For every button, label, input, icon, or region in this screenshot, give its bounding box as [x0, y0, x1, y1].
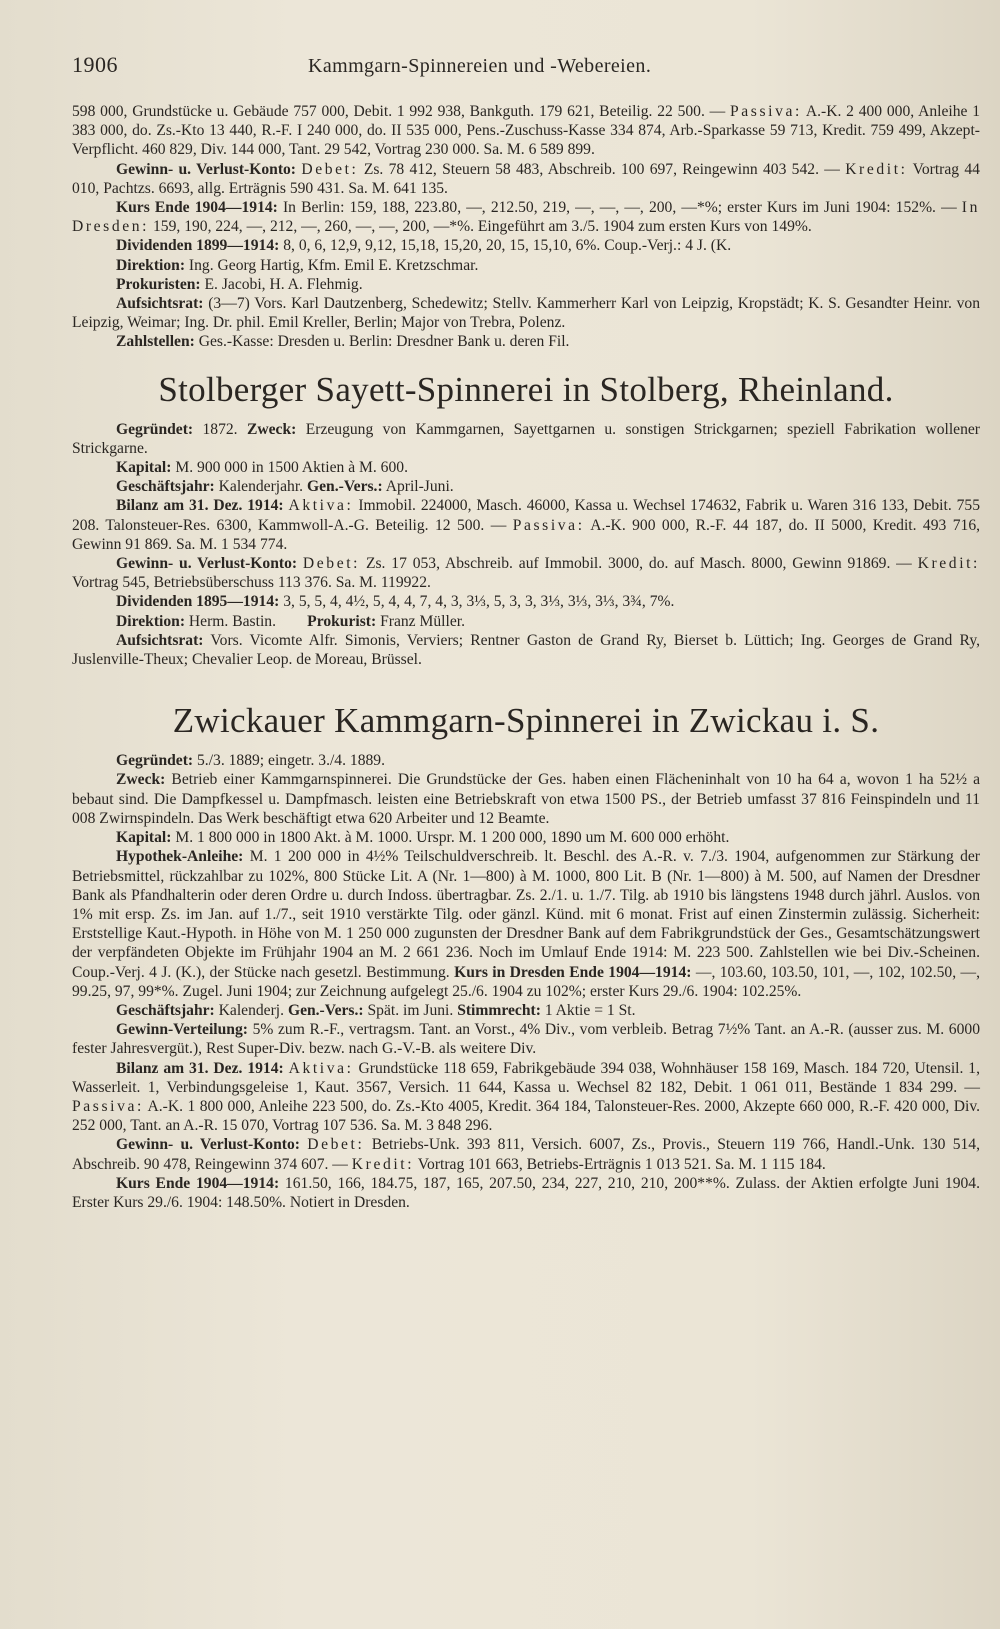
direktion-label: Direktion: — [116, 256, 186, 274]
prokurist-label: Prokurist: — [307, 612, 377, 630]
bilanz-paragraph — [72, 102, 980, 160]
kurs-paragraph — [72, 198, 980, 236]
hypothek-label: Hypothek-Anleihe: — [116, 848, 244, 866]
prokurist-text: Franz Müller. — [380, 612, 465, 630]
dividenden-label: Dividenden 1895—1914: — [116, 593, 280, 611]
aufsichtsrat-text: (3—7) Vors. Karl Dautzenberg, Schedewitz; Stellv. Kammerherr Karl von Leipzig, Kropstädt; K. S. Gesandter Heinr. von Leipzig, Weimar; Ing. Dr. phil. Emil Kreller, Berlin; Major von Trebra, Polenz. — [72, 295, 981, 332]
bilanz-paragraph — [72, 1059, 980, 1136]
gewinn-verteilung-label: Gewinn-Verteilung: — [116, 1021, 248, 1039]
bilanz-passiva-text: A.-K. 900 000, R.-F. 44 187, do. II 5000, Kredit. 493 716, Gewinn 91 869. Sa. M. 1 534 774. — [72, 516, 981, 553]
kredit-label: Kredit: — [351, 1155, 415, 1173]
aufsichtsrat-paragraph — [72, 631, 980, 669]
kurs-berlin-text: In Berlin: 159, 188, 223.80, —, 212.50, 219, —, —, —, 200, —*%; erster Kurs im Juni 1904: 152%. — — [282, 199, 957, 217]
geschaeftsjahr-paragraph — [72, 1001, 980, 1020]
kurs-ende-text: 161.50, 166, 184.75, 187, 165, 207.50, 234, 227, 210, 210, 200**%. Zulass. der Aktien erfolgte Juni 1904. Erster Kurs 29./6. 1904: 148.50%. Notiert in Dresden. — [72, 1174, 980, 1211]
kapital-paragraph — [72, 828, 980, 847]
debet-text: Zs. 17 053, Abschreib. auf Immobil. 3000, do. auf Masch. 8000, Gewinn 91869. — — [365, 555, 912, 573]
stimmrecht-label: Stimmrecht: — [457, 1001, 541, 1019]
aufsichtsrat-label: Aufsichtsrat: — [116, 295, 204, 313]
prokuristen-text: E. Jacobi, H. A. Flehmig. — [204, 275, 363, 293]
gegruendet-label: Gegründet: — [116, 752, 194, 770]
zweck-text: Betrieb einer Kammgarnspinnerei. Die Grundstücke der Ges. haben einen Flächeninhalt von 10 ha 64 a, wovon 1 ha 52½ a bebaut sind. Die Dampfkessel u. Dampfmasch. leisten eine Betriebskraft von etwa 1500 PS., der Betrieb umfasst 37 816 Feinspindeln und 11 008 Zwirnspindeln. Das Werk beschäftigt etwa 620 Arbeiter und 12 Beamte. — [72, 771, 980, 827]
stimmrecht-text: 1 Aktie = 1 St. — [544, 1001, 636, 1019]
hypothek-paragraph — [72, 847, 980, 1001]
debet-label: Debet: — [307, 1136, 365, 1154]
dividenden-paragraph — [72, 592, 980, 611]
bilanz-aktiva-text: Grundstücke 118 659, Fabrikgebäude 394 038, Wohnhäuser 158 169, Masch. 184 720, Utensil. 1, Wasserleit. 1, Verbindungsgeleise 1, Kaut. 3567, Versich. 11 644, Kassa u. Wechsel 82 182, Debit. 1 061 011, Bestände 1 834 299. — — [72, 1059, 980, 1096]
zweck-paragraph — [72, 770, 980, 828]
debet-label: Debet: — [302, 555, 361, 573]
bilanz-label: Bilanz am 31. Dez. 1914: — [116, 497, 284, 515]
passiva-label: Passiva: — [730, 103, 802, 120]
guv-label: Gewinn- u. Verlust-Konto: — [116, 555, 298, 573]
kapital-text: M. 900 000 in 1500 Aktien à M. 600. — [175, 459, 408, 477]
aufsichtsrat-text: Vors. Vicomte Alfr. Simonis, Verviers; Rentner Gaston de Grand Ry, Bierset b. Lüttich; Ing. Georges de Grand Ry, Juslenville-Theux; Chevalier Leop. de Moreau, Brüssel. — [72, 631, 981, 669]
bilanz-aktiva-text: 598 000, Grundstücke u. Gebäude 757 000, Debit. 1 992 938, Bankguth. 179 621, Beteilig. 22 500. — — [72, 103, 726, 120]
zahlstellen-text: Ges.-Kasse: Dresden u. Berlin: Dresdner Bank u. deren Fil. — [198, 333, 570, 351]
dividenden-text: 3, 5, 5, 4, 4½, 5, 4, 4, 7, 4, 3, 3⅓, 5, 3, 3, 3⅓, 3⅓, 3⅓, 3¾, 7%. — [283, 593, 675, 611]
gewinn-verteilung-text: 5% zum R.-F., vertragsm. Tant. an Vorst., 4% Div., vom verbleib. Betrag 7½% Tant. an A.-R. (ausser zus. M. 6000 fester Jahresvergüt.), Rest Super-Div. bezw. nach G.-V.-B. als weitere Div. — [72, 1021, 980, 1058]
guv-paragraph — [72, 1135, 980, 1173]
aufsichtsrat-paragraph — [72, 294, 980, 332]
geschaeftsjahr-text: Kalenderjahr. — [218, 478, 304, 496]
section-stolberger — [72, 368, 980, 670]
guv-paragraph — [72, 160, 980, 198]
geschaeftsjahr-label: Geschäftsjahr: — [116, 478, 215, 496]
kredit-text: Vortrag 101 663, Betriebs-Erträgnis 1 013 521. Sa. M. 1 115 184. — [417, 1155, 826, 1173]
gegruendet-text: 1872. — [202, 420, 238, 438]
kurs-dresden-label: In Dresden: — [72, 199, 980, 236]
kurs-dresden-text: 159, 190, 224, —, 212, —, 260, —, —, 200, —*%. Eingeführt am 3./5. 1904 zum ersten Kurs von 149%. — [153, 218, 812, 236]
kapital-text: M. 1 800 000 in 1800 Akt. à M. 1000. Urspr. M. 1 200 000, 1890 um M. 600 000 erhöht. — [175, 829, 730, 847]
company-title: Stolberger Sayett-Spinnerei in Stolberg, Rheinland. — [158, 369, 894, 409]
bilanz-paragraph — [72, 496, 980, 554]
gruendung-paragraph — [72, 420, 980, 458]
zahlstellen-paragraph — [72, 332, 980, 351]
kredit-label: Kredit: — [845, 160, 908, 178]
kredit-text: Vortrag 44 010, Pachtzs. 6693, allg. Erträgnis 590 431. Sa. M. 641 135. — [72, 160, 980, 197]
aktiva-label: Aktiva: — [288, 1059, 354, 1077]
gen-vers-label: Gen.-Vers.: — [307, 478, 383, 496]
section-previous-company — [72, 102, 980, 352]
dividenden-text: 8, 0, 6, 12,9, 9,12, 15,18, 15,20, 20, 15, 15,10, 6%. Coup.-Verj.: 4 J. (K. — [283, 237, 732, 255]
page-number: 1906 — [72, 52, 118, 77]
zahlstellen-label: Zahlstellen: — [116, 333, 195, 351]
kurs-label: Kurs Ende 1904—1914: — [116, 199, 278, 217]
kapital-label: Kapital: — [116, 829, 172, 847]
guv-label: Gewinn- u. Verlust-Konto: — [116, 160, 297, 178]
gen-vers-text: Spät. im Juni. — [367, 1001, 454, 1019]
direktion-label: Direktion: — [116, 612, 186, 630]
guv-label: Gewinn- u. Verlust-Konto: — [116, 1136, 300, 1154]
direktion-text: Herm. Bastin. — [188, 612, 276, 630]
zweck-label: Zweck: — [116, 771, 166, 789]
company-title: Zwickauer Kammgarn-Spinnerei in Zwickau i. S. — [172, 701, 880, 741]
gewinn-verteilung-paragraph — [72, 1020, 980, 1058]
kredit-text: Vortrag 545, Betriebsüberschuss 113 376. Sa. M. 119922. — [72, 574, 431, 592]
kapital-paragraph — [72, 458, 980, 477]
kurs-ende-label: Kurs Ende 1904—1914: — [116, 1174, 280, 1192]
kurs-text: —, 103.60, 103.50, 101, —, 102, 102.50, —, 99.25, 97, 99*%. Zugel. Juni 1904; zur Zeichnung aufgelegt 25./6. 1904 zu 102%; erster Kurs 29./6. 1904: 102.25%. — [72, 963, 981, 1000]
prokuristen-label: Prokuristen: — [116, 275, 201, 293]
debet-label: Debet: — [301, 160, 359, 178]
kurs-ende-paragraph — [72, 1174, 980, 1212]
prokuristen-paragraph — [72, 275, 980, 294]
guv-paragraph — [72, 554, 980, 592]
debet-text: Zs. 78 412, Steuern 58 483, Abschreib. 100 697, Reingewinn 403 542. — — [363, 160, 840, 178]
debet-text: Betriebs-Unk. 393 811, Versich. 6007, Zs., Provis., Steuern 119 766, Handl.-Unk. 130 514, Abschreib. 90 478, Reingewinn 374 607. — — [72, 1136, 981, 1173]
passiva-label: Passiva: — [72, 1097, 144, 1115]
running-head: Kammgarn-Spinnereien und -Webereien. — [308, 55, 652, 77]
gen-vers-label: Gen.-Vers.: — [287, 1001, 364, 1019]
dividenden-label: Dividenden 1899—1914: — [116, 237, 280, 255]
gen-vers-text: April-Juni. — [385, 478, 454, 496]
section-zwickauer — [72, 699, 980, 1212]
bilanz-passiva-text: A.-K. 1 800 000, Anleihe 223 500, do. Zs.-Kto 4005, Kredit. 364 184, Talonsteuer-Res. 2000, Akzepte 660 000, R.-F. 420 000, Div. 252 000, Tant. an A.-R. 15 070, Vortrag 107 536. Sa. M. 3 848 296. — [72, 1097, 981, 1135]
kredit-label: Kredit: — [917, 555, 980, 573]
direktion-paragraph — [72, 612, 980, 631]
aufsichtsrat-label: Aufsichtsrat: — [116, 631, 204, 649]
zweck-text: Erzeugung von Kammgarnen, Sayettgarnen u. sonstigen Strickgarnen; speziell Fabrikation wollener Strickgarne. — [72, 420, 980, 457]
passiva-label: Passiva: — [512, 516, 585, 534]
hypothek-text: M. 1 200 000 in 4½% Teilschuldverschreib. lt. Beschl. des A.-R. v. 7./3. 1904, aufgenommen zur Stärkung der Betriebsmittel, rückzahlbar zu 102%, 800 Stücke Lit. A (Nr. 1—800) à M. 1000, 800 Lit. B (Nr. 1—800) à M. 500, auf Namen der Dresdner Bank als Pfandhalterin oder deren Ordre u. durch Indoss. übertragbar. Zs. 2./1. u. 1./7. Tilg. ab 1910 bis längstens 1948 durch jährl. Auslos. von 1% mit ersp. Zs. im Jan. auf 1./7., seit 1910 verstärkte Tilg. oder gänzl. Künd. mit 6 monat. Frist auf einen Zinstermin zulässig. Sicherheit: Erststellige Kaut.-Hypoth. in Höhe von M. 1 250 000 zugunsten der Dresdner Bank auf dem Fabrikgrundstück der Ges., Gesamtschätzungswert der verpfändeten Objekte im Frühjahr 1904 an M. 2 661 236. Noch im Umlauf Ende 1914: M. 223 500. Zahlstellen wie bei Div.-Scheinen. Coup.-Verj. 4 J. (K.), der Stücke nach gesetzl. Bestimmung. — [72, 848, 980, 981]
geschaeftsjahr-text: Kalenderj. — [218, 1001, 285, 1019]
gegruendet-label: Gegründet: — [116, 420, 194, 438]
aktiva-label: Aktiva: — [288, 497, 354, 515]
kapital-label: Kapital: — [116, 459, 172, 477]
gegruendet-text: 5./3. 1889; eingetr. 3./4. 1889. — [197, 752, 385, 770]
kurs-label: Kurs in Dresden Ende 1904—1914: — [454, 963, 692, 981]
bilanz-passiva-text: A.-K. 2 400 000, Anleihe 1 383 000, do. Zs.-Kto 13 440, R.-F. I 240 000, do. II 535 000, Pens.-Zuschuss-Kasse 334 874, Arb.-Sparkasse 59 713, Kredit. 759 499, Akzept-Verpflicht. 460 829, Div. 144 000, Tant. 29 542, Vortrag 230 000. Sa. M. 6 589 899. — [72, 103, 980, 159]
geschaeftsjahr-label: Geschäftsjahr: — [116, 1001, 215, 1019]
direktion-text: Ing. Georg Hartig, Kfm. Emil E. Kretzschmar. — [188, 256, 479, 274]
dividenden-paragraph — [72, 236, 980, 255]
gruendung-paragraph — [72, 751, 980, 770]
direktion-paragraph — [72, 256, 980, 275]
page-header — [72, 52, 980, 92]
bilanz-aktiva-text: Immobil. 224000, Masch. 46000, Kassa u. Wechsel 174632, Fabrik u. Waren 316 133, Debit. 755 208. Talonsteuer-Res. 6300, Kammwoll-A.-G. Beteilig. 12 500. — — [72, 497, 980, 534]
bilanz-label: Bilanz am 31. Dez. 1914: — [116, 1059, 284, 1077]
zweck-label: Zweck: — [246, 420, 297, 438]
geschaeftsjahr-paragraph — [72, 477, 980, 496]
